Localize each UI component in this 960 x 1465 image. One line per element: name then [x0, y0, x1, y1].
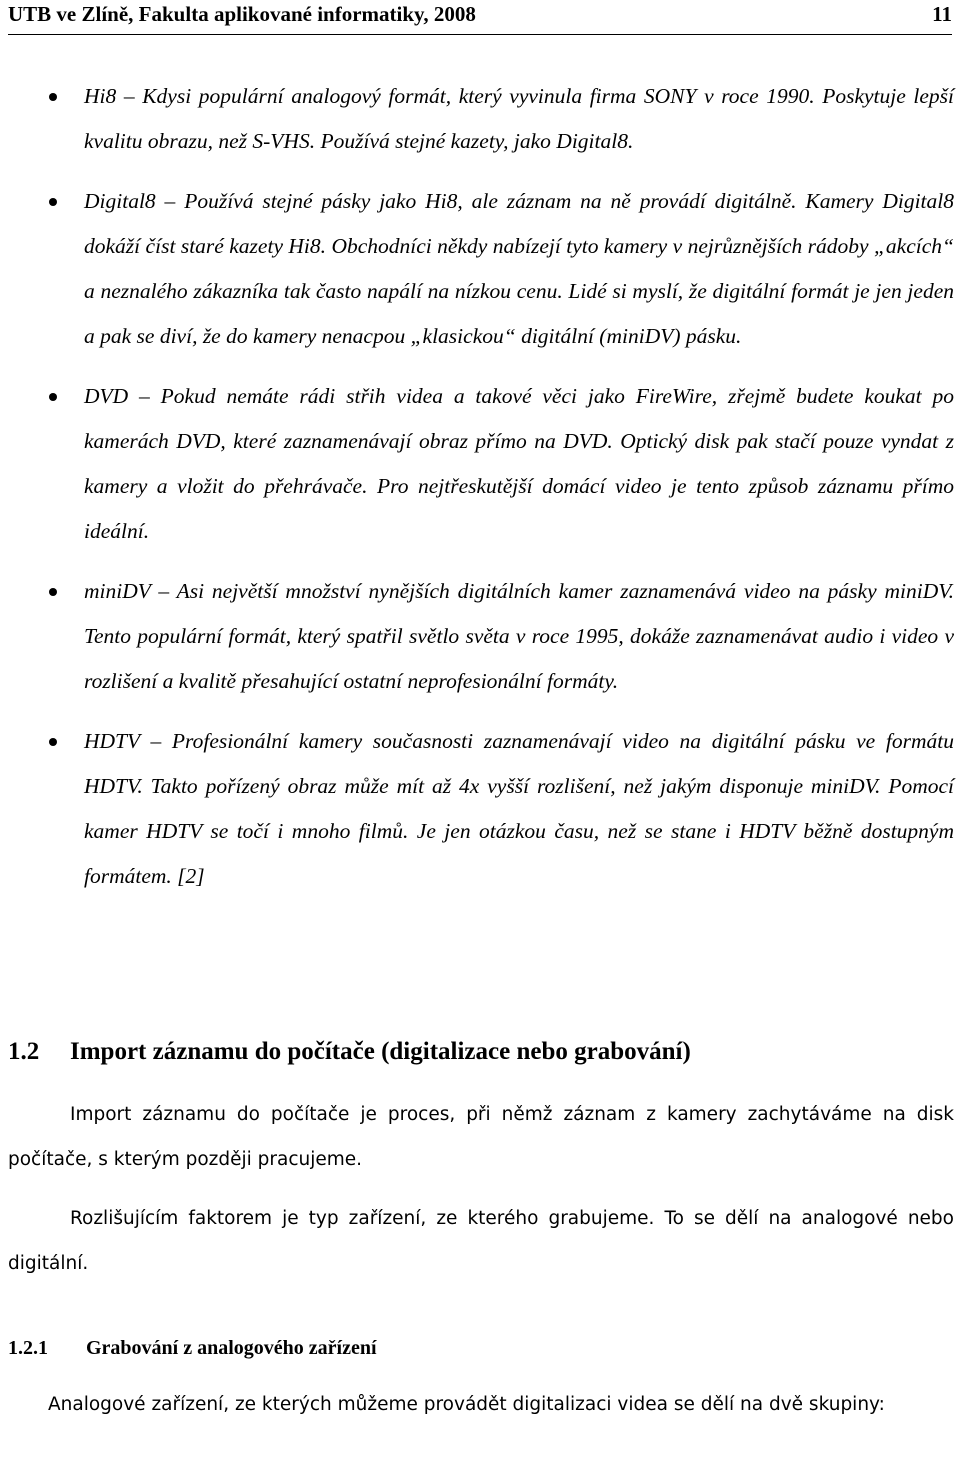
list-item-term: HDTV	[84, 729, 140, 753]
subsection-number: 1.2.1	[8, 1337, 48, 1359]
paragraph-text: Analogové zařízení, ze kterých můžeme provádět digitalizaci videa se dělí na dvě skupiny:	[48, 1394, 885, 1415]
list-item-digital8	[0, 179, 954, 359]
subsection-heading	[8, 1332, 377, 1364]
list-item-term: Digital8	[84, 189, 156, 213]
bullet-icon	[49, 588, 57, 596]
section-title: Import záznamu do počítače (digitalizace nebo grabování)	[70, 1038, 691, 1065]
list-item-text: Asi největší množství nynějších digitálních kamer zaznamenává video na pásky miniDV. Tento populární formát, který spatřil světlo světa v roce 1995, dokáže zaznamenávat audio i video v rozlišení a kvalitě přesahující ostatní neprofesionální formáty.	[84, 579, 954, 693]
paragraph-text: Import záznamu do počítače je proces, při němž záznam z kamery zachytáváme na disk počítače, s kterým později pracujeme.	[8, 1104, 954, 1170]
bullet-icon	[49, 393, 57, 401]
format-list	[0, 74, 960, 914]
paragraph-text: Rozlišujícím faktorem je typ zařízení, ze kterého grabujeme. To se dělí na analogové nebo digitální.	[8, 1208, 954, 1274]
list-item-term: miniDV	[84, 579, 151, 603]
list-item-text: Profesionální kamery současnosti zaznamenávají video na digitální pásku ve formátu HDTV. Takto pořízený obraz může mít až 4x vyšší rozlišení, než jakým disponuje miniDV. Pomocí kamer HDTV se točí i mnoho filmů. Je jen otázkou času, než se stane i HDTV běžně dostupným formátem. [2]	[84, 729, 954, 888]
page-number: 11	[932, 2, 952, 26]
list-item-text: Používá stejné pásky jako Hi8, ale záznam na ně provádí digitálně. Kamery Digital8 dokáží číst staré kazety Hi8. Obchodníci někdy nabízejí tyto kamery v nejrůznějších rádoby „akcích“ a neznalého zákazníka tak často napálí na nízkou cenu. Lidé si myslí, že digitální formát je jen jeden a pak se diví, že do kamery nenacpou „klasickou“ digitální (miniDV) pásku.	[84, 189, 954, 348]
paragraph-analog-devices	[8, 1382, 954, 1427]
list-item-separator: –	[139, 729, 172, 753]
list-item-separator: –	[128, 384, 161, 408]
section-number: 1.2	[8, 1038, 40, 1065]
list-item-separator: –	[150, 579, 177, 603]
bullet-icon	[49, 198, 57, 206]
list-item-text: Kdysi populární analogový formát, který vyvinula firma SONY v roce 1990. Poskytuje lepší kvalitu obrazu, než S-VHS. Používá stejné kazety, jako Digital8.	[84, 84, 955, 153]
bullet-icon	[49, 738, 57, 746]
list-item-term: Hi8	[84, 84, 117, 108]
list-item-term: DVD	[84, 384, 129, 408]
page-header	[8, 0, 952, 35]
header-title: UTB ve Zlíně, Fakulta aplikované informatiky, 2008	[8, 2, 476, 26]
paragraph-device-type	[8, 1196, 954, 1286]
list-item-minidv	[0, 569, 954, 704]
list-item-text: Pokud nemáte rádi střih videa a takové věci jako FireWire, zřejmě budete koukat po kamerách DVD, které zaznamenávají obraz přímo na DVD. Optický disk pak stačí pouze vyndat z kamery a vložit do přehrávače. Pro nejtřeskutější domácí video je tento způsob záznamu přímo ideální.	[84, 384, 955, 543]
list-item-separator: –	[116, 84, 143, 108]
paragraph-import	[8, 1092, 954, 1182]
list-item-hi8	[0, 74, 954, 164]
list-item-dvd	[0, 374, 954, 554]
bullet-icon	[49, 93, 57, 101]
list-item-hdtv	[0, 719, 954, 899]
subsection-title: Grabování z analogového zařízení	[86, 1337, 377, 1359]
section-heading	[8, 1032, 691, 1072]
list-item-separator: –	[155, 189, 185, 213]
